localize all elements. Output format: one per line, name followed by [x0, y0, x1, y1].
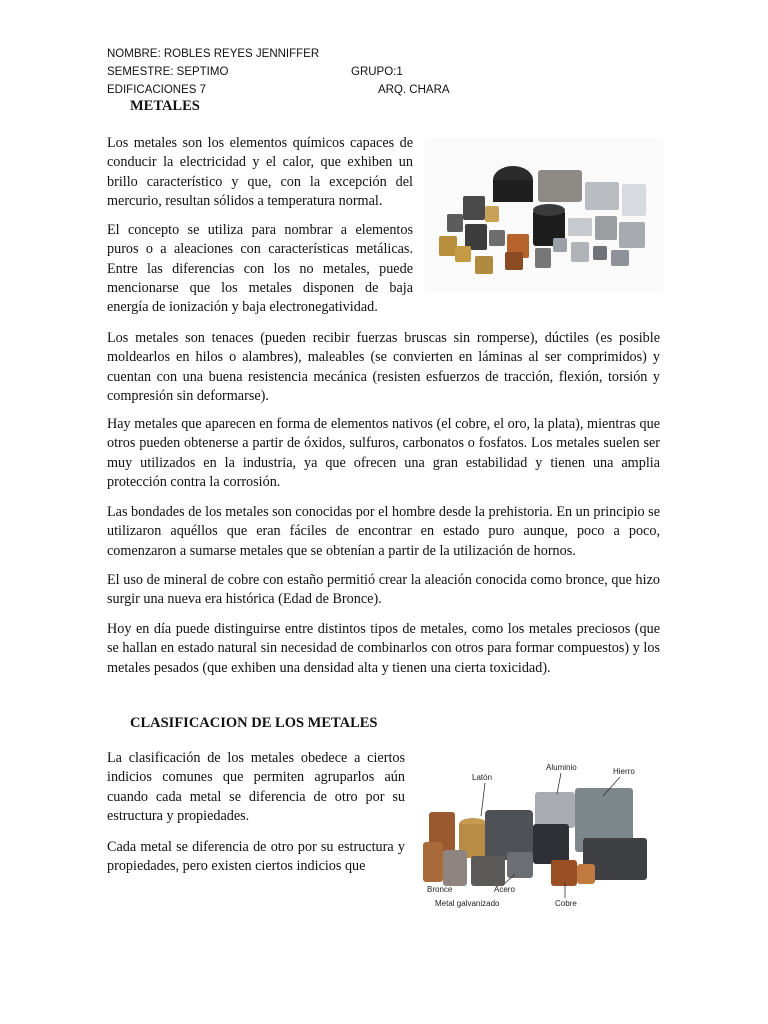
- paragraph-5: Las bondades de los metales son conocidas por el hombre desde la prehistoria. En un principio se utilizaron aquéllos que eran fáciles de encontrar en estado puro aunque, poco a poco, comenzaron a sumarse metales que se obtenían a partir de la utilización de hornos.: [107, 504, 660, 559]
- label-hierro: Hierro: [613, 767, 635, 776]
- label-laton: Latón: [472, 773, 493, 782]
- copper-block: [551, 860, 577, 886]
- label-cobre: Cobre: [555, 899, 577, 908]
- course: EDIFICACIONES 7: [107, 84, 207, 96]
- paragraph-7: Hoy en día puede distinguirse entre distintos tipos de metales, como los metales preciosos (que se hallan en estado natural sin necesidad de combinarlos con otros para formar compuestos) y los metales pesados (que exhiben una densidad alta y tienen una cierta toxicidad).: [107, 621, 660, 676]
- professor: ARQ. CHARA: [378, 84, 450, 96]
- paragraph-8: La clasificación de los metales obedece a ciertos indicios comunes que permiten agruparlos aún cuando cada metal se diferencia de otro por su estructura y propiedades.: [107, 750, 405, 824]
- paragraph-6: El uso de mineral de cobre con estaño permitió crear la aleación conocida como bronce, que hizo surgir una nueva era histórica (Edad de Bronce).: [107, 572, 660, 608]
- paragraph-1: Los metales son los elementos químicos capaces de conducir la electricidad y el calor, que exhiben un brillo característico y que, con la excepción del mercurio, resultan sólidos a temperatura normal.: [107, 135, 413, 209]
- label-aluminio: Aluminio: [546, 763, 577, 772]
- steel-block: [507, 852, 533, 878]
- paragraph-2: El concepto se utiliza para nombrar a elementos puros o a aleaciones con características metálicas. Entre las diferencias con los no metales, puede mencionarse que los metales disponen de baja energía de ionización y baja electronegatividad.: [107, 222, 413, 316]
- section-title-metales: METALES: [130, 98, 200, 114]
- paragraph-3: Los metales son tenaces (pueden recibir fuerzas bruscas sin romperse), dúctiles (es posible moldearlos en hilos o alambres), maleables (se convierten en láminas al ser comprimidos) y cuentan con una buena resistencia mecánica (resisten esfuerzos de tracción, flexión, torsión y compresión sin deformarse).: [107, 330, 660, 404]
- metal-samples-image: [425, 138, 663, 293]
- paragraph-4: Hay metales que aparecen en forma de elementos nativos (el cobre, el oro, la plata), mientras que otros pueden obtenerse a partir de óxidos, sulfuros, carbonatos o fosfatos. Los metales suelen ser muy utilizados en la industria, ya que ofrecen una gran estabilidad y tienen una amplia protección contra la corrosión.: [107, 416, 660, 490]
- label-acero: Acero: [494, 885, 515, 894]
- aluminum-block: [535, 792, 575, 828]
- labeled-metals-image: [415, 752, 665, 917]
- semester: SEMESTRE: SEPTIMO: [107, 66, 229, 78]
- label-bronce: Bronce: [427, 885, 453, 894]
- section-title-clasificacion: CLASIFICACION DE LOS METALES: [130, 715, 378, 731]
- label-metal-galvanizado: Metal galvanizado: [435, 899, 500, 908]
- student-name: NOMBRE: ROBLES REYES JENNIFFER: [107, 48, 320, 60]
- paragraph-9: Cada metal se diferencia de otro por su estructura y propiedades, pero existen ciertos indicios que: [107, 839, 405, 875]
- group: GRUPO:1: [351, 66, 403, 78]
